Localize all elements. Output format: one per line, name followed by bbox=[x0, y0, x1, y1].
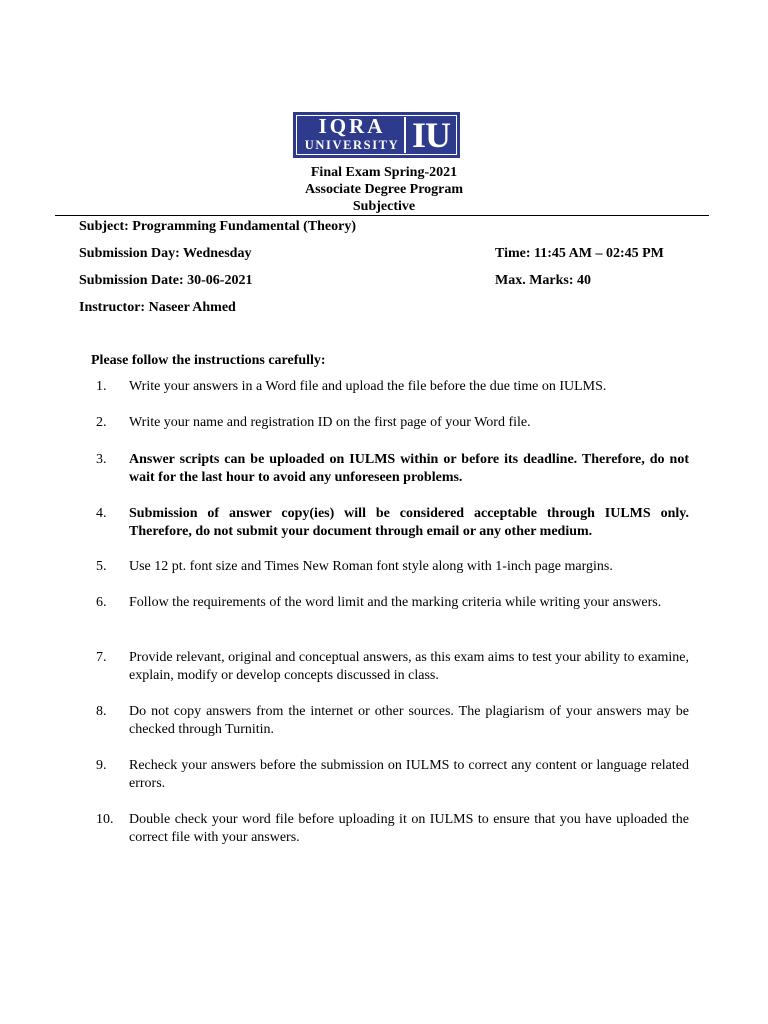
instruction-text: Provide relevant, original and conceptual answers, as this exam aims to test your ability to examine, explain, modify or develop concepts discussed in class. bbox=[129, 650, 689, 683]
program-title: Associate Degree Program bbox=[304, 182, 464, 197]
instruction-text: Submission of answer copy(ies) will be considered acceptable through IULMS only. Therefore, do not submit your document through email or any other medium. bbox=[129, 506, 689, 539]
instruction-number: 1. bbox=[96, 379, 107, 394]
submission-date-field: Submission Date: 30-06-2021 bbox=[79, 273, 253, 288]
instruction-number: 4. bbox=[96, 506, 107, 521]
university-logo bbox=[293, 112, 460, 158]
subject-field: Subject: Programming Fundamental (Theory) bbox=[79, 219, 356, 234]
instruction-text: Write your name and registration ID on the first page of your Word file. bbox=[129, 415, 531, 430]
time-field: Time: 11:45 AM – 02:45 PM bbox=[495, 246, 664, 261]
instruction-text: Double check your word file before uploading it on IULMS to ensure that you have uploaded the correct file with your answers. bbox=[129, 812, 689, 845]
instruction-number: 5. bbox=[96, 559, 107, 574]
logo-iqra-text: IQRA bbox=[318, 114, 386, 138]
instruction-text: Do not copy answers from the internet or other sources. The plagiarism of your answers may be checked through Turnitin. bbox=[129, 704, 689, 737]
instructor-field: Instructor: Naseer Ahmed bbox=[79, 300, 236, 315]
exam-type: Subjective bbox=[352, 199, 416, 214]
instruction-text: Follow the requirements of the word limit and the marking criteria while writing your answers. bbox=[129, 595, 662, 610]
exam-title: Final Exam Spring-2021 bbox=[310, 165, 458, 180]
submission-day-field: Submission Day: Wednesday bbox=[79, 246, 252, 261]
instruction-text: Answer scripts can be uploaded on IULMS within or before its deadline. Therefore, do not wait for the last hour to avoid any unforeseen problems. bbox=[129, 452, 689, 485]
instruction-number: 10. bbox=[96, 812, 114, 827]
header-divider bbox=[55, 215, 709, 216]
instruction-text: Write your answers in a Word file and upload the file before the due time on IULMS. bbox=[129, 379, 607, 394]
instructions-heading: Please follow the instructions carefully: bbox=[91, 353, 326, 368]
instruction-number: 9. bbox=[96, 758, 107, 773]
instruction-text: Recheck your answers before the submission on IULMS to correct any content or language related errors. bbox=[129, 758, 689, 791]
instruction-number: 7. bbox=[96, 650, 107, 665]
logo-iu-mark: IU bbox=[404, 117, 456, 153]
instruction-number: 2. bbox=[96, 415, 107, 430]
instruction-number: 3. bbox=[96, 452, 107, 467]
max-marks-field: Max. Marks: 40 bbox=[495, 273, 592, 288]
instruction-text: Use 12 pt. font size and Times New Roman font style along with 1-inch page margins. bbox=[129, 559, 613, 574]
logo-university-text: UNIVERSITY bbox=[304, 138, 400, 152]
instruction-number: 6. bbox=[96, 595, 107, 610]
instruction-number: 8. bbox=[96, 704, 107, 719]
